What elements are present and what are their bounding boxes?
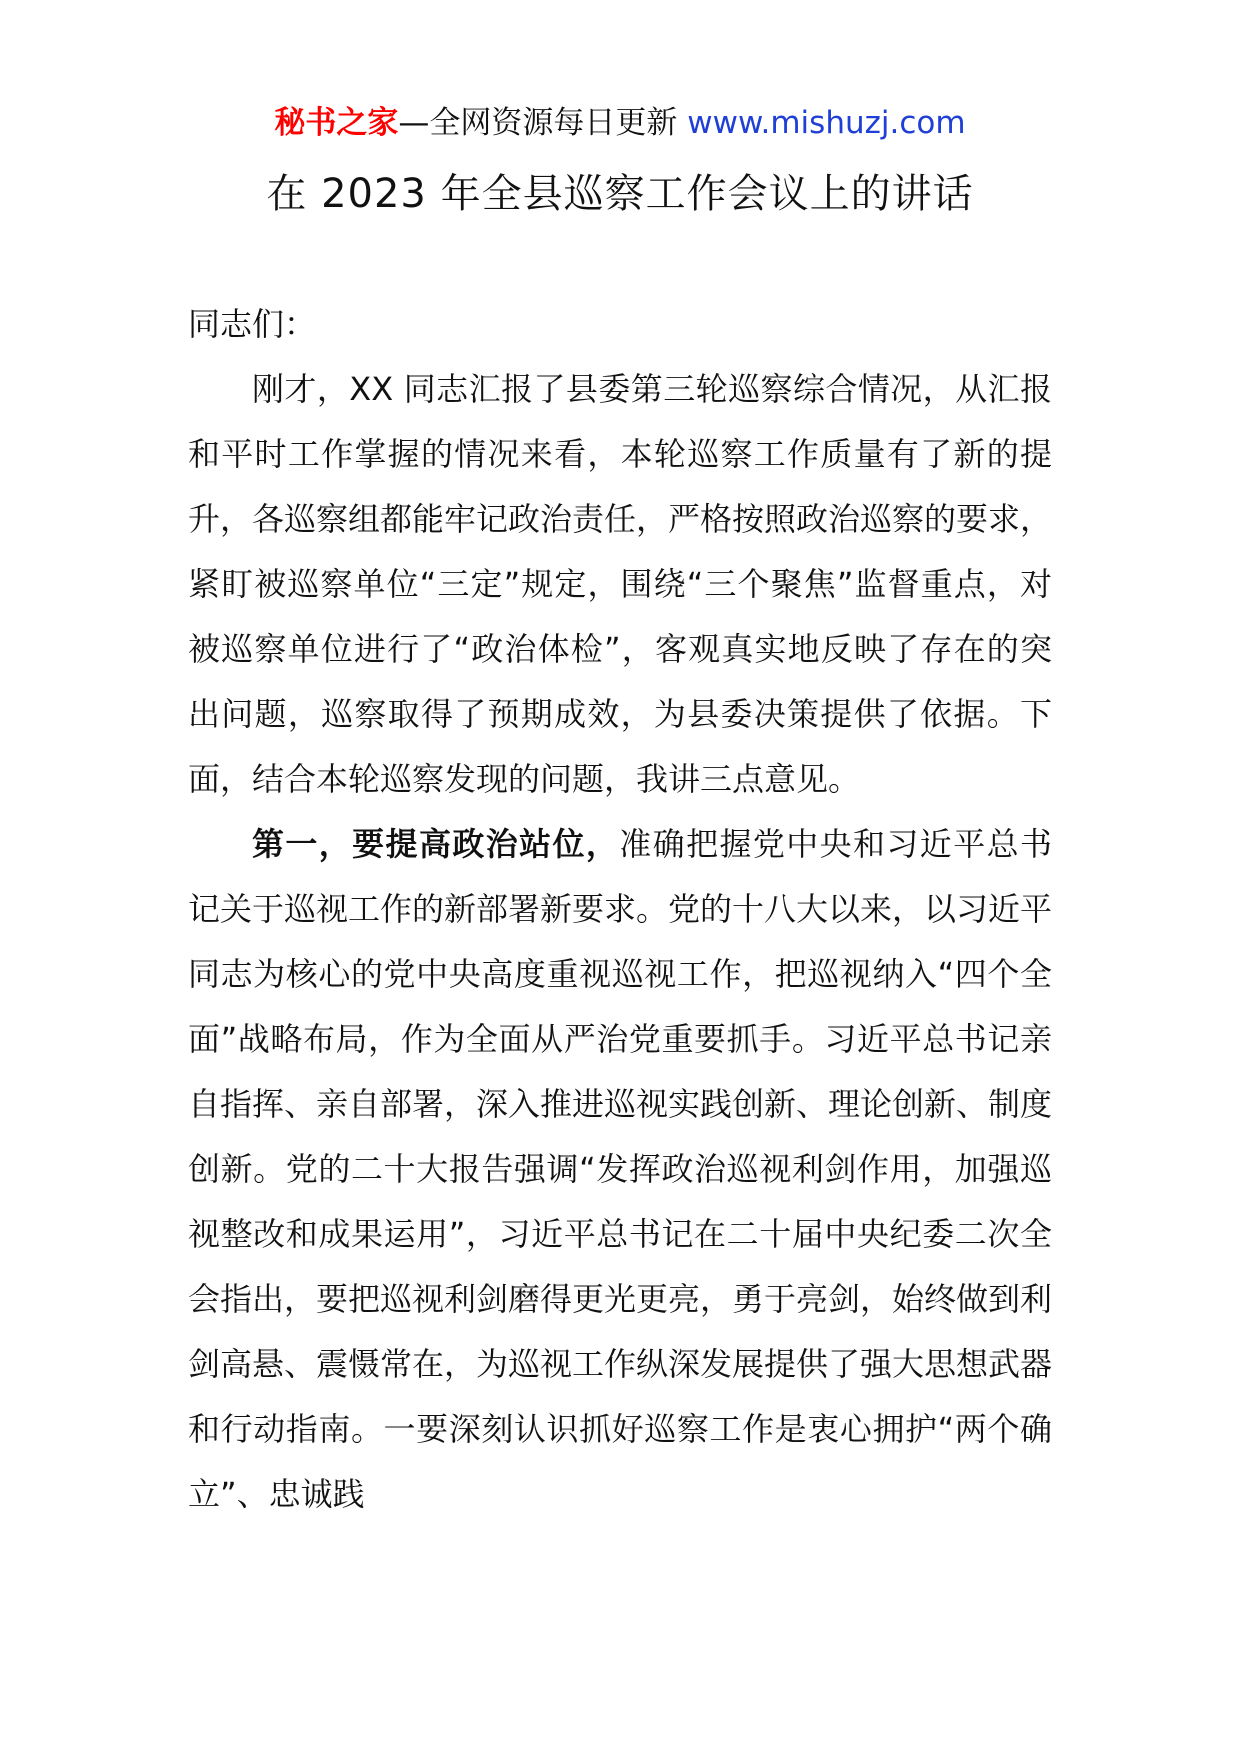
- salutation: 同志们：: [188, 305, 317, 343]
- site-brand: 秘书之家: [274, 105, 399, 141]
- paragraph: 刚才，XX 同志汇报了县委第三轮巡察综合情况，从汇报和平时工作掌握的情况来看，本轮巡察工作质量有了新的提升，各巡察组都能牢记政治责任，严格按照政治巡察的要求，紧盯被巡察单位“三定”规定，围绕“三个聚焦”监督重点，对被巡察单位进行了“政治体检”，客观真实地反映了存在的突出问题，巡察取得了预期成效，为县委决策提供了依据。下面，结合本轮巡察发现的问题，我讲三点意见。: [188, 370, 1053, 798]
- paragraph: [188, 812, 1052, 1527]
- site-url-link[interactable]: www.mishuzj.com: [687, 105, 966, 141]
- site-header: [0, 101, 1240, 145]
- paragraph-text: 准确把握党中央和习近平总书记关于巡视工作的新部署新要求。党的十八大以来，以习近平同志为核心的党中央高度重视巡视工作，把巡视纳入“四个全面”战略布局，作为全面从严治党重要抓手。习近平总书记亲自指挥、亲自部署，深入推进巡视实践创新、理论创新、制度创新。党的二十大报告强调“发挥政治巡视利剑作用，加强巡视整改和成果运用”，习近平总书记在二十届中央纪委二次全会指出，要把巡视利剑磨得更光更亮，勇于亮剑，始终做到利剑高悬、震慑常在，为巡视工作纵深发展提供了强大思想武器和行动指南。一要深刻认识抓好巡察工作是衷心拥护“两个确立”、忠诚践: [188, 825, 1053, 1513]
- document-title: 在 2023 年全县巡察工作会议上的讲话: [266, 171, 974, 217]
- paragraph-lead: 第一，要提高政治站位，: [252, 825, 620, 863]
- site-slogan: —全网资源每日更新: [398, 105, 688, 141]
- document-body: [188, 292, 1052, 1527]
